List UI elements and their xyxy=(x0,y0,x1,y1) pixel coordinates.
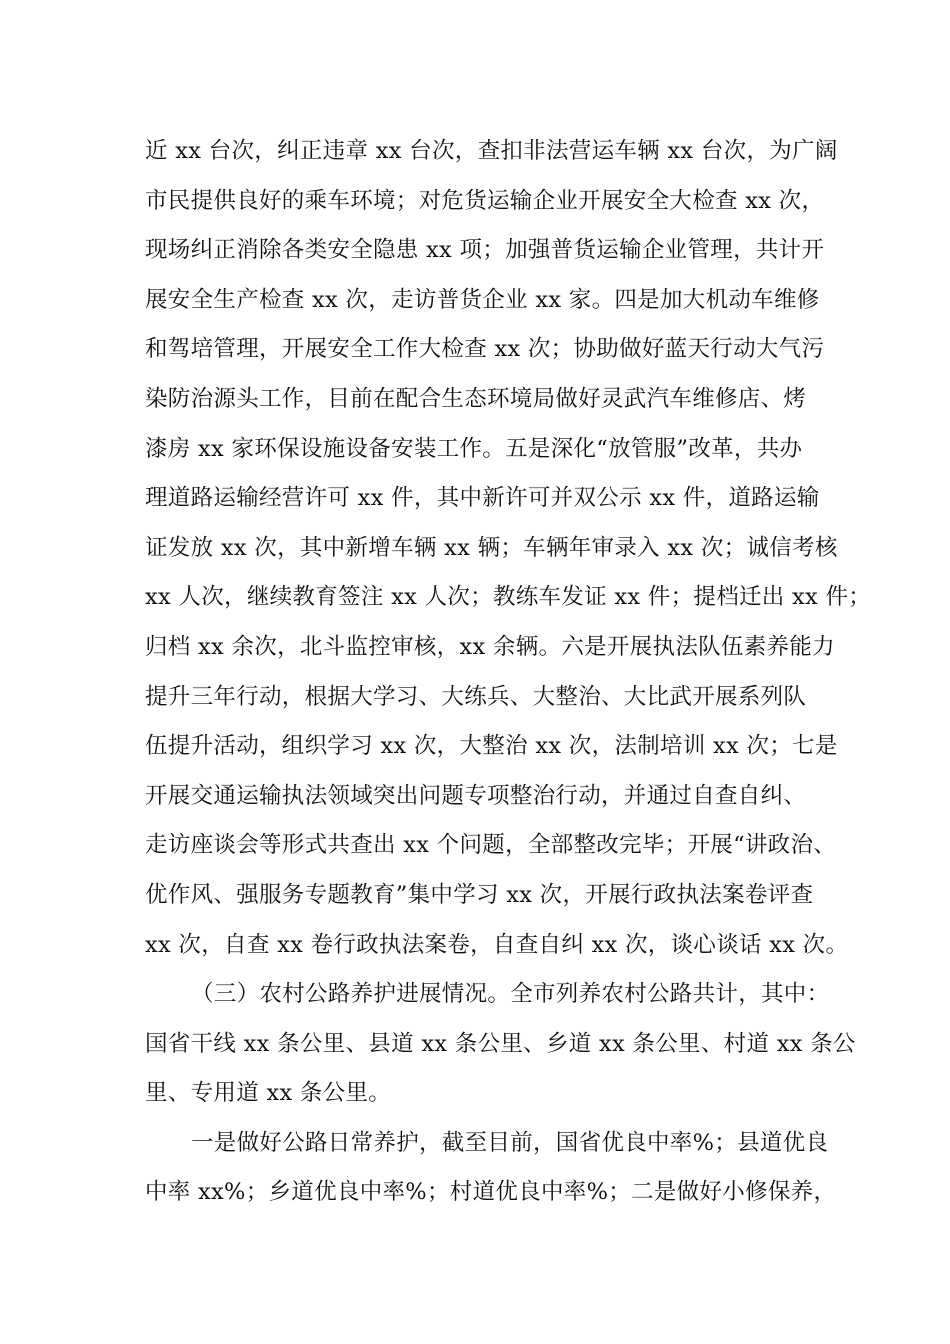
text-line: xx 人次，继续教育签注 xx 人次；教练车发证 xx 件；提档迁出 xx 件； xyxy=(145,584,872,611)
text-line: xx 次，自查 xx 卷行政执法案卷，自查自纠 xx 次，谈心谈话 xx 次。 xyxy=(145,931,849,958)
text-line: 开展交通运输执法领域突出问题专项整治行动，并通过自查自纠、 xyxy=(145,782,807,809)
text-line: 现场纠正消除各类安全隐患 xx 项；加强普货运输企业管理，共计开 xyxy=(145,237,825,264)
text-line: 市民提供良好的乘车环境；对危货运输企业开展安全大检查 xx 次， xyxy=(145,187,825,214)
text-line: 国省干线 xx 条公里、县道 xx 条公里、乡道 xx 条公里、村道 xx 条公 xyxy=(145,1030,856,1057)
text-line: 证发放 xx 次，其中新增车辆 xx 辆；车辆年审录入 xx 次；诚信考核 xyxy=(145,534,838,561)
text-line: 染防治源头工作，目前在配合生态环境局做好灵武汽车维修店、烤 xyxy=(145,385,807,412)
text-line: 漆房 xx 家环保设施设备安装工作。五是深化“放管服”改革，共办 xyxy=(145,435,803,462)
text-line: 伍提升活动，组织学习 xx 次，大整治 xx 次，法制培训 xx 次；七是 xyxy=(145,733,838,760)
text-line: 中率 xx%；乡道优良中率%；村道优良中率%；二是做好小修保养， xyxy=(145,1179,837,1206)
text-line: 里、专用道 xx 条公里。 xyxy=(145,1080,392,1107)
text-line: 提升三年行动，根据大学习、大练兵、大整治、大比武开展系列队 xyxy=(145,683,807,710)
text-line: 理道路运输经营许可 xx 件，其中新许可并双公示 xx 件，道路运输 xyxy=(145,485,820,512)
text-line: 归档 xx 余次，北斗监控审核，xx 余辆。六是开展执法队伍素养能力 xyxy=(145,633,835,660)
text-line: 优作风、强服务专题教育”集中学习 xx 次，开展行政执法案卷评查 xyxy=(145,881,814,908)
text-line: 和驾培管理，开展安全工作大检查 xx 次；协助做好蓝天行动大气污 xyxy=(145,336,825,363)
text-line: 展安全生产检查 xx 次，走访普货企业 xx 家。四是加大机动车维修 xyxy=(145,286,820,313)
text-line: 走访座谈会等形式共查出 xx 个问题，全部整改完毕；开展“讲政治、 xyxy=(145,832,837,859)
text-line: 近 xx 台次，纠正违章 xx 台次，查扣非法营运车辆 xx 台次，为广阔 xyxy=(145,138,838,164)
body-text xyxy=(145,127,872,1218)
section-heading-line: （三）农村公路养护进展情况。全市列养农村公路共计，其中： xyxy=(191,981,830,1008)
paragraph-start-line: 一是做好公路日常养护，截至目前，国省优良中率%；县道优良 xyxy=(191,1129,829,1156)
